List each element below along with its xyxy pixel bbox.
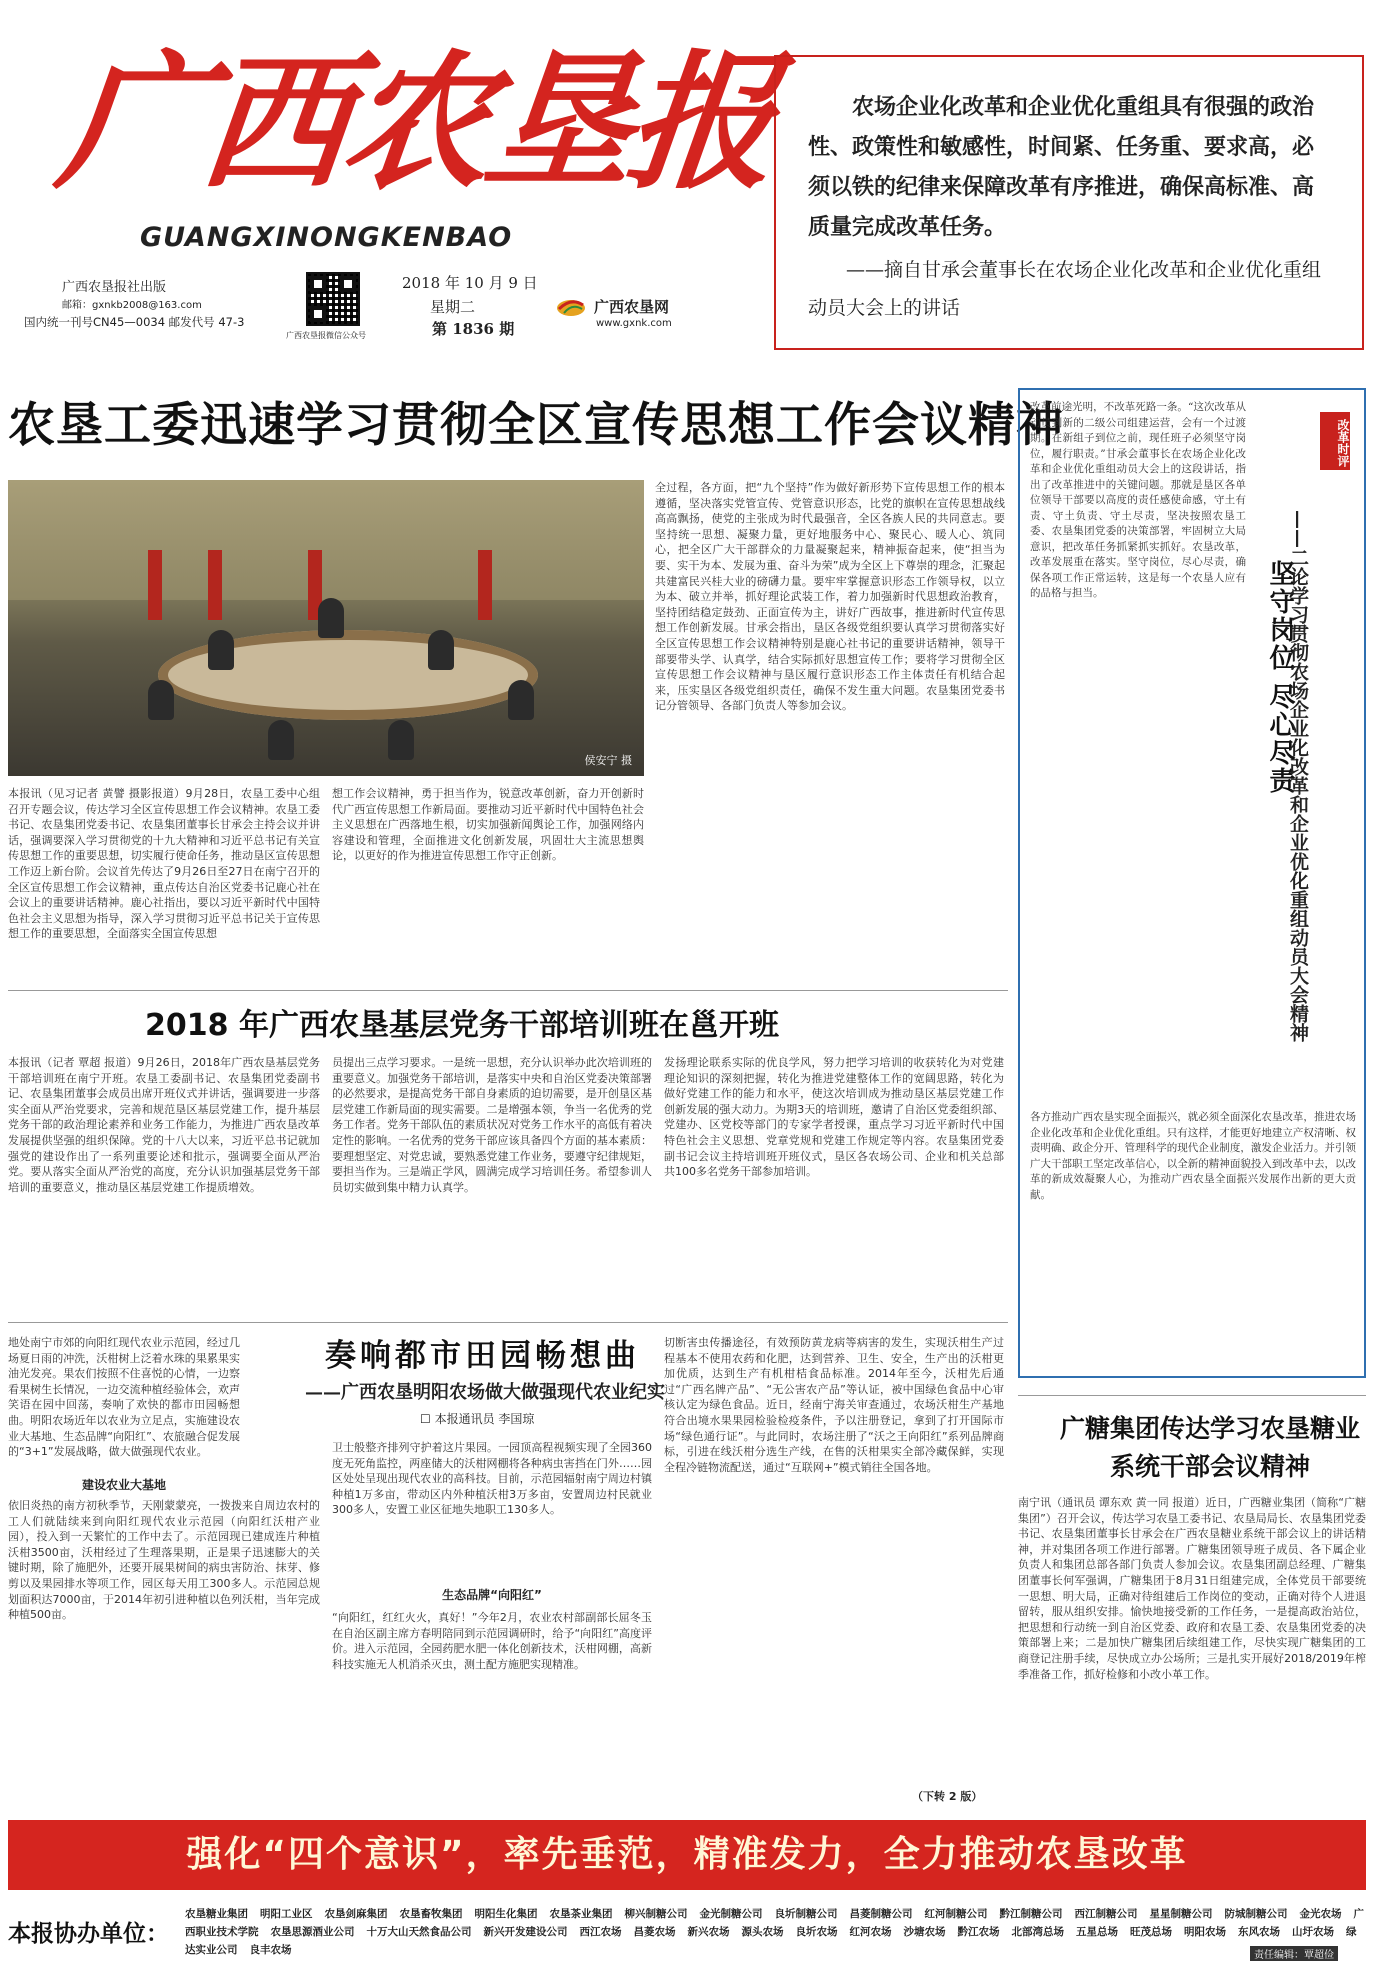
commentary-body-upper: 改革前途光明，不改革死路一条。“这次改革从动员到新的二级公司组建运营，会有一个过渡期。在新组子到位之前，现任班子必须坚守岗位，履行职责。”甘承会董事长在农场企业化改革和企业优化重组动员大会上的这段讲话，指出了改革推进中的关键问题。那就是垦区各单位领导干部要以高度的责任感使命感，守土有责、守土负责、守土尽责，坚决按照农垦工委、农垦集团党委的决策部署，牢固树立大局意识，把改革任务抓紧抓实抓好。农垦改革，改革发展重在落实。坚守岗位，尽心尽责，确保各项工作正常运转，这是每一个农垦人应有的品格与担当。 (1030, 401, 1246, 599)
partner-item: 良圻农场 (795, 1926, 838, 1938)
lead-col3: 全过程，各方面，把“九个坚持”作为做好新形势下宣传思想工作的根本遵循，坚决落实党管宣传、党管意识形态，比党的旗帜在宣传思想战线高高飘扬，使党的主张成为时代最强音，全区各族人民的共同意志。要坚持统一思想、凝聚力量，更好地服务中心、聚民心、暖人心、筑同心，把全区广大干部群众的力量凝聚起来，精神振奋起来，使“担当为要、实干为本、发展为重、奋斗为荣”成为全区上下尊崇的理念，汇聚起共建富民兴桂大业的磅礴力量。要牢牢掌握意识形态工作领导权，以立为本、破立并举，抓好理论武装工作，着力加强新时代思想政治教育，坚持团结稳定鼓劲、正面宣传为主，讲好广西故事，推进新时代宣传思想工作创新发展。甘承会指出，垦区各级党组织要认真学习贯彻落实好全区宣传思想工作会议精神特别是鹿心社书记的重要讲话精神，领导干部要带头学、认真学，结合实际抓好思想宣传工作；要将学习贯彻全区宣传思想工作会议精神与垦区履行意识形态工作主体责任有机结合起来，压实垦区各级党组织责任，确保不发生重大问题。农垦集团党委书记分管领导、各部门负责人等参加会议。 (655, 481, 1005, 713)
park-col2: 卫士般整齐排列守护着这片果园。一园顶高程视频实现了全园360度无死角监控，两座储大的沃柑网棚将各种病虫害挡在门外……园区处处呈现出现代农业的高科技。目前，示范园辐射南宁周边村镇种植1万多亩，带动区内外种植沃柑3万多亩，安置周边村民就业300多人，安置工业区征地失地职工130多人。 (332, 1441, 652, 1517)
partner-item: 昌菱制糖公司 (849, 1908, 913, 1920)
partners-list (185, 1905, 1365, 1959)
masthead-pinyin: GUANGXINONGKENBAO (140, 222, 513, 253)
training-headline[interactable]: 2018 年广西农垦基层党务干部培训班在邕开班 (145, 1008, 779, 1043)
issue-date: 2018 年 10 月 9 日 (402, 274, 538, 292)
partner-item: 北部湾总场 (1011, 1926, 1064, 1938)
commentary-title[interactable]: 坚守岗位 尽心尽责 (1265, 560, 1295, 796)
partner-item: 柳兴制糖公司 (624, 1908, 688, 1920)
sugar-headline[interactable]: 广糖集团传达学习农垦糖业系统干部会议精神 (1060, 1414, 1361, 1481)
partner-item: 绿达实业公司 (185, 1926, 1357, 1956)
issue-number: 第 1836 期 (432, 320, 515, 338)
photo-caption: 侯安宁 摄 (584, 754, 632, 767)
partner-item: 东风农场 (1238, 1926, 1280, 1938)
partner-item: 源头农场 (741, 1926, 784, 1938)
partner-item: 西江农场 (579, 1926, 622, 1938)
partner-item: 新兴开发建设公司 (483, 1926, 568, 1938)
park-col1b: 依旧炎热的南方初秋季节，天刚蒙蒙亮，一拨拨来自周边农村的工人们就陆续来到向阳红现代农业示范园（向阳红沃柑产业园），投入到一天繁忙的工作中去了。示范园现已建成连片种植沃柑3500亩，沃柑经过了生理落果期，正是果子迅速膨大的关键时期，除了施肥外，还要开展果树间的病虫害防治、抹芽、修剪以及果园排水等项工作，园区每天用工300多人。示范园总规划面积达7000亩，于2014年初引进种植以色列沃柑，当年完成种植500亩。 (8, 1499, 320, 1622)
partner-item: 十万大山天然食品公司 (366, 1926, 472, 1938)
partner-item: 农垦剑麻集团 (324, 1908, 388, 1920)
publisher: 广西农垦报社出版 (62, 280, 167, 295)
editor-credit: 责任编辑：覃超俭 (1250, 1946, 1338, 1961)
partner-item: 黔江农场 (957, 1926, 1000, 1938)
partner-item: 五星总场 (1076, 1926, 1118, 1938)
park-subhead-2: 生态品牌“向阳红” (442, 1588, 542, 1602)
park-subhead: ——广西农垦明阳农场做大做强现代农业纪实 (305, 1382, 665, 1403)
qr-caption: 广西农垦报微信公众号 (286, 331, 366, 340)
partner-item: 红河农场 (849, 1926, 892, 1938)
sugar-col: 南宁讯（通讯员 谭东欢 黄一同 报道）近日，广西糖业集团（简称“广糖集团”）召开会议，传达学习农垦工委书记、农垦局局长、农垦集团党委书记、农垦集团董事长甘承会在广西农垦糖业系统干部会议上的讲话精神，并对集团各项工作进行部署。广糖集团领导班子成员、各下属企业负责人和集团总部各部门负责人参加会议。农垦集团副总经理、广糖集团董事长何军强调，广糖集团于8月31日组建完成，全体党员干部要统一思想、明大局，正确对待组建后工作岗位的变动，正确对待个人进退留转，服从组织安排。愉快地接受新的工作任务，一是提高政治站位，把思想和行动统一到自治区党委、政府和农垦工委、农垦集团党委的决策部署上来；二是加快广糖集团后续组建工作，尽快实现广糖集团的工商登记注册手续，尽快成立办公场所；三是扎实开展好2018/2019年榨季准备工作，抓好检修和小改小革工作。 (1018, 1496, 1366, 1681)
park-col1: 地处南宁市郊的向阳红现代农业示范园，经过几场夏日雨的冲洗，沃柑树上泛着水珠的果累果实油光发亮。果农们按照不住喜悦的心情，一边察看果树生长情况，一边交流种植经验体会，欢声笑语在园中回荡，奏响了欢快的都市田园畅想曲。明阳农场近年以农业为立足点，实施建设农业大基地、生态品牌“向阳红”、农旅融合促发展的“3+1”发展战略，做大做强现代农业。 (8, 1336, 240, 1459)
partner-item: 新兴农场 (687, 1926, 730, 1938)
gxnk-logo-icon (556, 295, 586, 317)
partner-item: 明阳农场 (1184, 1926, 1226, 1938)
slogan-text: 强化“四个意识”，率先垂范，精准发力，全力推动农垦改革 (186, 1834, 1188, 1875)
lead-col2: 想工作会议精神，勇于担当作为，锐意改革创新，奋力开创新时代广西宣传思想工作新局面。要推动习近平新时代中国特色社会主义思想在广西落地生根，切实加强新闻舆论工作，加强网络内容建设和管理，全面推进文化创新发展，巩固壮大主流思想舆论，以更好的作为推进宣传思想工作守正创新。 (332, 787, 644, 863)
park-headline[interactable]: 奏响都市田园畅想曲 (325, 1338, 640, 1374)
park-col3: 切断害虫传播途径，有效预防黄龙病等病害的发生，实现沃柑生产过程基本不使用农药和化肥，达到营养、卫生、安全，生产出的沃柑更加优质，达到生产有机柑桔食品标准。2014年至今，沃柑先后通过“广西名牌产品”、“无公害农产品”等认证，被中国绿色食品中心审核认定为绿色食品。近日，经南宁海关审查通过，农场沃柑生产基地符合出境水果果园检验检疫条件，予以注册登记，拿到了打开国际市场“绿色通行证”。与此同时，农场注册了“沃之王向阳红”系列品牌商标，引进在线沃柑分选生产线，在售的沃柑果实全部冷藏保鲜，实现全程冷链物流配送，通过“互联网+”模式销往全国各地。 (664, 1336, 1004, 1474)
partner-item: 广西职业技术学院 (185, 1908, 1364, 1938)
partner-item: 山圩农场 (1292, 1926, 1334, 1938)
commentary-tag: 改革时评 (1320, 412, 1350, 470)
partner-item: 昌菱农场 (633, 1926, 676, 1938)
partner-item: 金光制糖公司 (699, 1908, 763, 1920)
park-byline: ☐ 本报通讯员 李国琼 (420, 1412, 535, 1426)
partner-item: 明阳工业区 (260, 1908, 313, 1920)
issue-weekday: 星期二 (430, 298, 476, 316)
email: 邮箱：gxnkb2008@163.com (62, 300, 202, 311)
quote-source: ——摘自甘承会董事长在农场企业化改革和企业优化重组动员大会上的讲话 (808, 259, 1322, 319)
partner-item: 农垦茶业集团 (549, 1908, 613, 1920)
partner-item: 沙塘农场 (903, 1926, 946, 1938)
commentary-body-lower: 各方推动广西农垦实现全面振兴，就必须全面深化农垦改革，推进农场企业化改革和企业优化重组。只有这样，才能更好地建立产权清晰、权责明确、政企分开、管理科学的现代企业制度，激发企业活力。并引领广大干部职工坚定改革信心，以全新的精神面貌投入到改革中去，以改革的新成效凝聚人心，为推动广西农垦全面振兴发展作出新的更大贡献。 (1030, 1111, 1356, 1201)
partners-label: 本报协办单位： (8, 1921, 169, 1947)
lead-headline[interactable]: 农垦工委迅速学习贯彻全区宣传思想工作会议精神 (8, 398, 1064, 453)
partner-item: 良丰农场 (249, 1944, 292, 1956)
partner-item: 星星制糖公司 (1149, 1908, 1213, 1920)
site-name: 广西农垦网 (594, 298, 670, 316)
meeting-photo (8, 480, 644, 776)
training-col2: 员提出三点学习要求。一是统一思想，充分认识举办此次培训班的重要意义。加强党务干部培训，是落实中央和自治区党委决策部署的必然要求，是提高党务干部自身素质的迫切需要，是开创垦区基层党建工作新局面的现实需要。二是增强本领，争当一名优秀的党务工作者。党务干部队伍的素质状况对党务工作水平的高低有着决定性的影响。一名优秀的党务干部应该具备四个方面的基本素质：要理想坚定、对党忠诚，要熟悉党建工作业务，要遵守纪律规矩，要担当作为。三是端正学风，圆满完成学习培训任务。希望参训人员切实做到集中精力认真学。 (332, 1056, 652, 1194)
partner-item: 旺茂总场 (1130, 1926, 1172, 1938)
issn: 国内统一刊号CN45—0034 邮发代号 47-3 (24, 315, 245, 329)
partner-item: 西江制糖公司 (1074, 1908, 1138, 1920)
lead-col1: 本报讯（见习记者 黄譬 摄影报道）9月28日，农垦工委中心组召开专题会议，传达学习全区宣传思想工作会议精神。农垦工委书记、农垦集团党委书记、农垦集团董事长甘承会主持会议并讲话，强调要深入学习贯彻党的十九大精神和习近平总书记有关宣传思想工作的重要思想，切实履行使命任务，推动垦区宣传思想工作迈上新台阶。会议首先传达了9月26日至27日在南宁召开的全区宣传思想工作会议精神，重点传达自治区党委书记鹿心社在会议上的重要讲话精神。鹿心社指出，要以习近平新时代中国特色社会主义思想为指导，深入学习贯彻习近平总书记关于宣传思想工作的重要思想，全面落实全国宣传思想 (8, 787, 320, 941)
training-col1: 本报讯（记者 覃超 报道）9月26日，2018年广西农垦基层党务干部培训班在南宁开班。农垦工委副书记、农垦集团党委副书记、农垦集团董事会成员出席开班仪式并讲话，强调要进一步落实全面从严治党要求，完善和规范垦区基层党建工作，提升基层党务干部的政治理论素养和业务工作能力，为推进广西农垦改革发展提供坚强的组织保障。党的十八大以来，习近平总书记就加强党的建设作出了一系列重要论述和批示，强调要全面从严治党。要从落实全面从严治党的高度，充分认识加强基层党务干部培训的重要意义，推动垦区基层党建工作提质增效。 (8, 1056, 320, 1194)
masthead-title: 广西农垦报 (50, 35, 780, 209)
partner-item: 金光农场 (1299, 1908, 1342, 1920)
partner-item: 红河制糖公司 (924, 1908, 988, 1920)
partner-item: 防城制糖公司 (1224, 1908, 1288, 1920)
training-col3: 发扬理论联系实际的优良学风，努力把学习培训的收获转化为对党建理论知识的深刻把握，转化为推进党建整体工作的宽阔思路，转化为做好党建工作的能力和水平，使这次培训成为推动垦区基层党建工作创新发展的强大动力。为期3天的培训班，邀请了自治区党委组织部、党建办、区党校等部门的专家学者授课，重点学习习近平新时代中国特色社会主义思想、党章党规和党建工作规定等内容。农垦集团党委副书记会议主持培训班开班仪式，垦区各农场公司、企业和机关总部共100多名党务干部参加培训。 (664, 1056, 1004, 1179)
partner-item: 明阳生化集团 (474, 1908, 538, 1920)
partner-item: 农垦糖业集团 (185, 1908, 248, 1920)
park-subhead-1: 建设农业大基地 (81, 1478, 166, 1492)
commentary-subtitle: ——二论学习贯彻农场企业化改革和企业优化重组动员大会精神 (1287, 510, 1309, 1042)
quote-box (774, 55, 1364, 350)
quote-text: 农场企业化改革和企业优化重组具有很强的政治性、政策性和敏感性，时间紧、任务重、要求高，必须以铁的纪律来保障改革有序推进，确保高标准、高质量完成改革任务。 (808, 94, 1315, 240)
park-continued: （下转 2 版） (912, 1790, 983, 1803)
partner-item: 黔江制糖公司 (999, 1908, 1063, 1920)
partner-item: 农垦畜牧集团 (399, 1908, 463, 1920)
qr-code[interactable] (306, 272, 360, 326)
park-col2b: “向阳红，红红火火，真好！”今年2月，农业农村部副部长屈冬玉在自治区副主席方春明陪同到示范园调研时，给予“向阳红”高度评价。进入示范园，全园药肥水肥一体化创新技术，沃柑网棚，高新科技实施无人机消杀灭虫，测土配方施肥实现精准。 (332, 1611, 652, 1671)
site-url[interactable]: www.gxnk.com (596, 318, 672, 329)
partner-item: 农垦思源酒业公司 (270, 1926, 355, 1938)
partner-item: 良圻制糖公司 (774, 1908, 838, 1920)
